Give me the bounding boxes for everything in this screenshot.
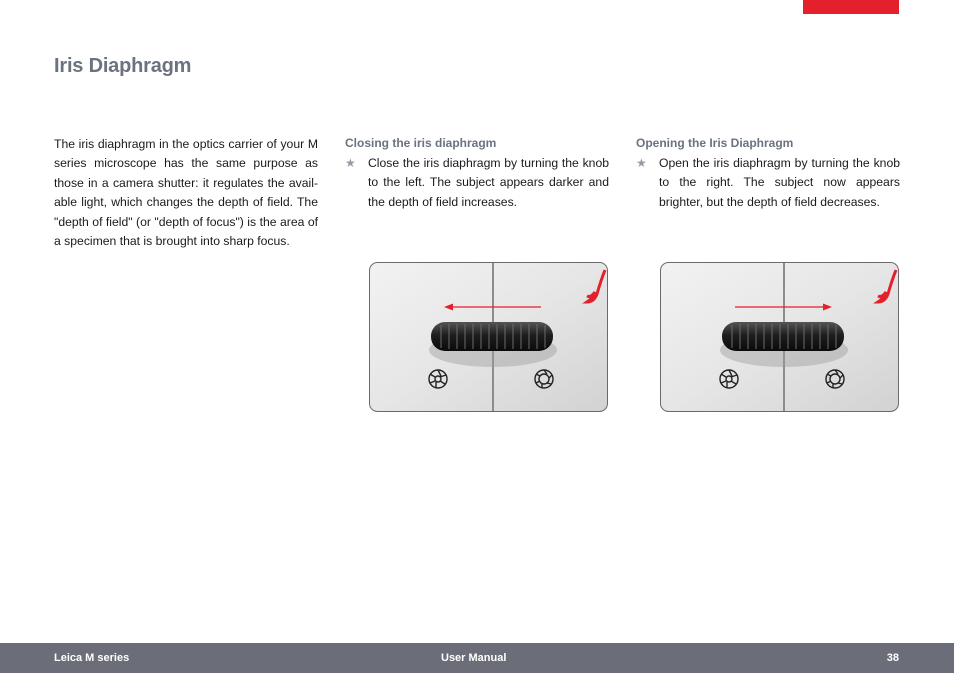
page-footer (0, 643, 954, 673)
star-bullet-icon: ★ (345, 156, 356, 170)
opening-knob-photo (660, 262, 899, 412)
closing-step (345, 154, 609, 212)
footer-document-title: User Manual (441, 652, 507, 664)
page-title: Iris Diaphragm (54, 55, 192, 77)
opening-heading: Opening the Iris Diaphragm (636, 136, 794, 150)
intro-paragraph: The iris diaphragm in the optics carrier of your M series microscope has the same purpose as those in a camera shutter: it regulates the available light, which changes the depth of field. The "depth of field" (or "depth of focus") is the area of a specimen that is brought into sharp focus. (54, 137, 318, 249)
accent-tab (803, 0, 899, 14)
closing-heading: Closing the iris diaphragm (345, 136, 497, 150)
closing-step-text: Close the iris diaphragm by turning the knob to the left. The subject appears darker and the depth of field increases. (368, 156, 609, 209)
opening-section (636, 135, 900, 212)
footer-product-name: Leica M series (54, 652, 130, 664)
opening-step-text: Open the iris diaphragm by turning the knob to the right. The subject now appears brighter, but the depth of field decreases. (659, 156, 900, 209)
footer-page-number: 38 (886, 652, 899, 664)
closing-knob-photo (369, 262, 608, 412)
opening-step (636, 154, 900, 212)
star-bullet-icon: ★ (636, 156, 647, 170)
closing-section (345, 135, 609, 212)
